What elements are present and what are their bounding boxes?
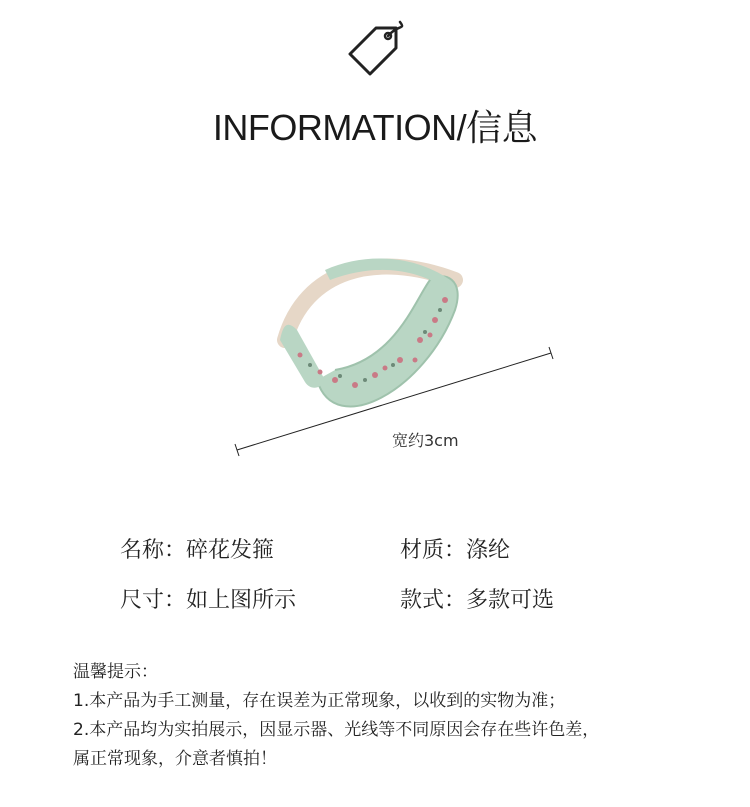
spec-name	[120, 533, 274, 564]
spec-style-label: 款式：	[400, 588, 467, 613]
spec-style	[400, 583, 554, 614]
tips-line-2: 2.本产品均为实拍展示，因显示器、光线等不同原因会存在些许色差，	[73, 720, 600, 740]
tips-heading: 温馨提示：	[73, 662, 158, 682]
price-tag-icon	[346, 20, 406, 80]
spec-size-label: 尺寸：	[120, 588, 187, 613]
spec-material-label: 材质：	[400, 538, 467, 563]
spec-size	[120, 583, 296, 614]
spec-name-label: 名称：	[120, 538, 187, 563]
spec-material	[400, 533, 510, 564]
tips-line-1: 1.本产品为手工测量，存在误差为正常现象，以收到的实物为准；	[73, 691, 566, 711]
spec-name-value: 碎花发箍	[186, 538, 275, 563]
page-title: INFORMATION/信息	[212, 107, 538, 148]
spec-material-value: 涤纶	[466, 538, 511, 563]
tips-section	[73, 658, 733, 774]
spec-style-value: 多款可选	[466, 588, 555, 613]
width-measurement-label: 宽约3cm	[392, 431, 459, 450]
spec-size-value: 如上图所示	[186, 588, 297, 613]
tips-line-3: 属正常现象，介意者慎拍！	[73, 749, 277, 769]
